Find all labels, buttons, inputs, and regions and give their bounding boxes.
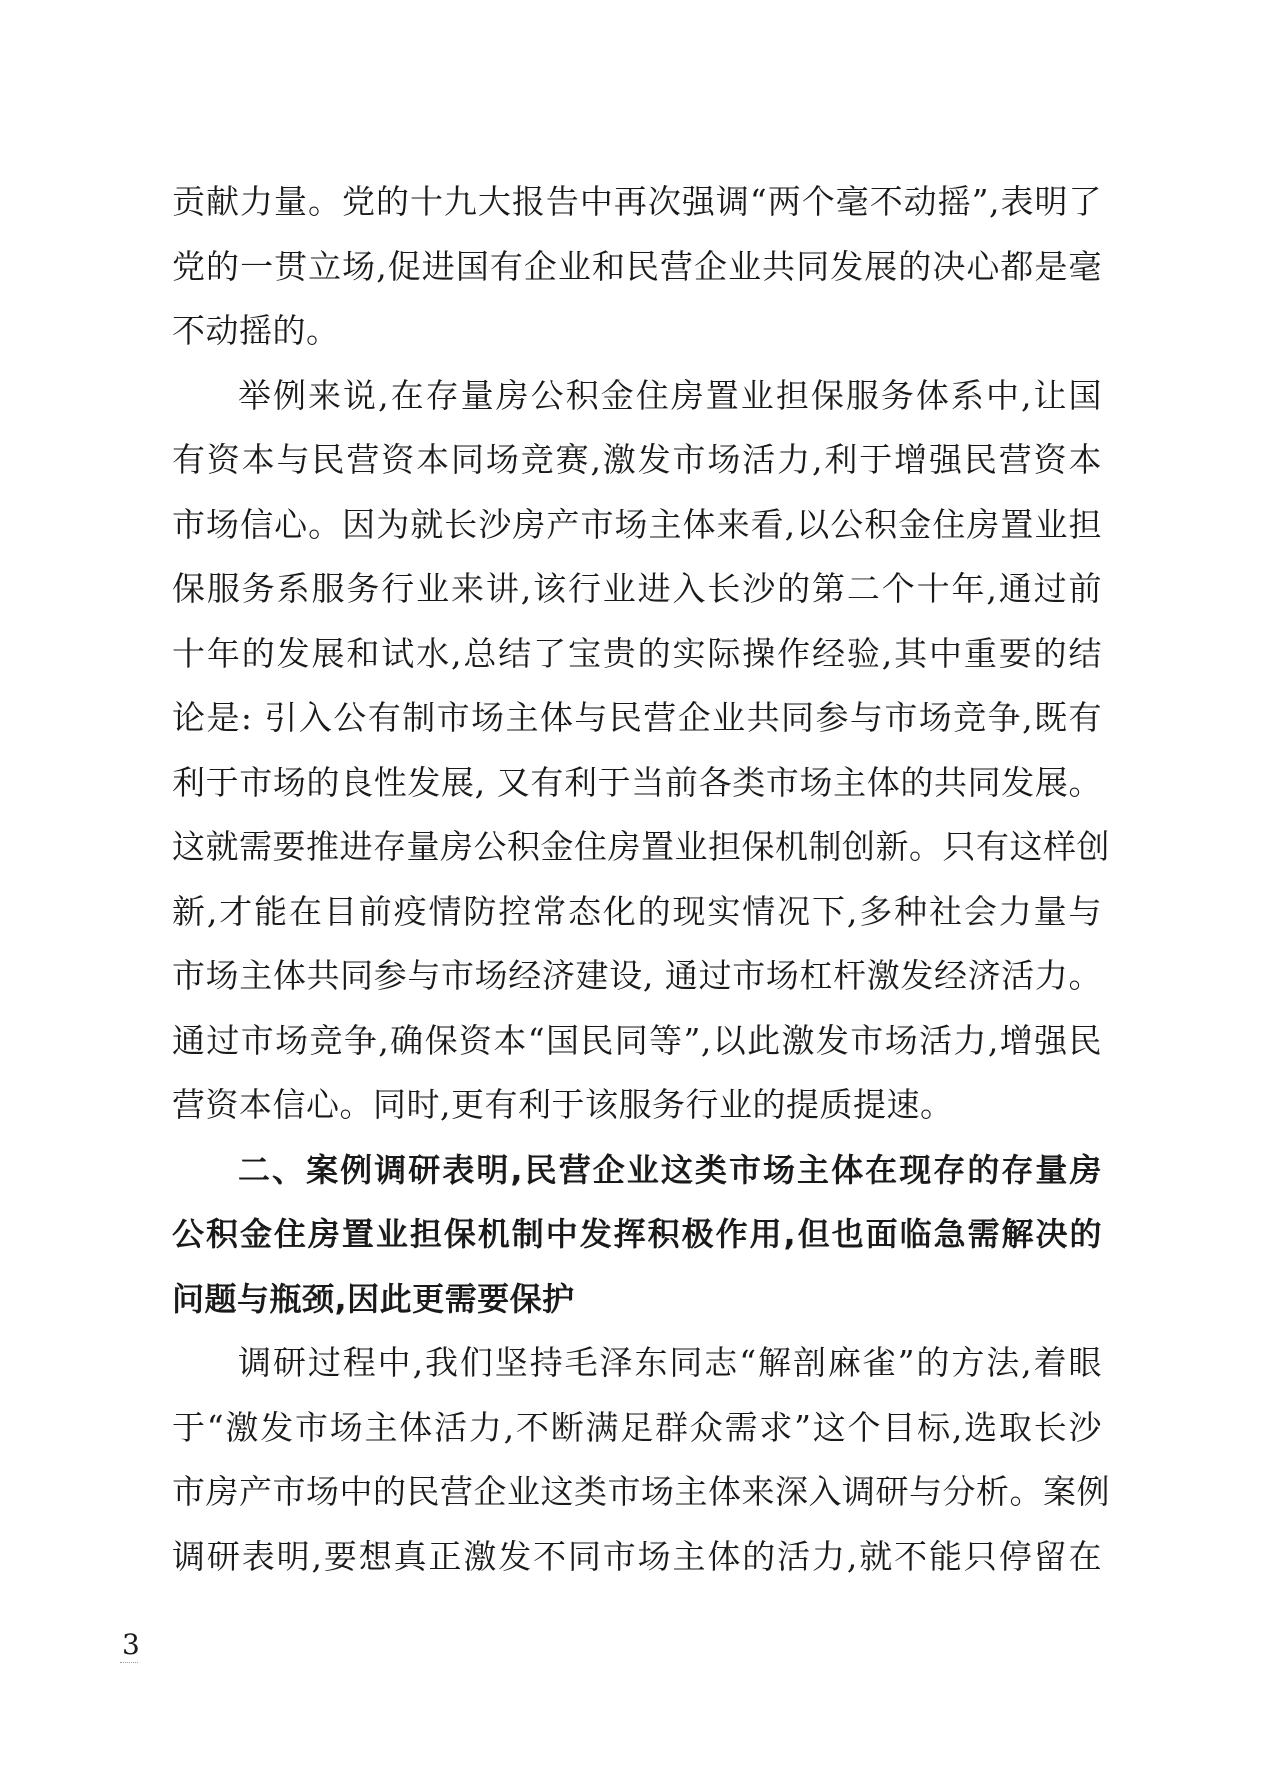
text-line: 调研过程中,我们坚持毛泽东同志“解剖麻雀”的方法,着眼 bbox=[238, 1343, 1102, 1382]
text-line: 利于市场的良性发展, 又有利于当前各类市场主体的共同发展。 bbox=[172, 762, 1102, 802]
text-line: 于“激发市场主体活力,不断满足群众需求”这个目标,选取长沙 bbox=[172, 1407, 1102, 1447]
text-line: 有资本与民营资本同场竞赛,激发市场活力,利于增强民营资本 bbox=[172, 440, 1102, 479]
text-line: 十年的发展和试水,总结了宝贵的实际操作经验,其中重要的结 bbox=[172, 633, 1102, 673]
text-line: 通过市场竞争,确保资本“国民同等”,以此激发市场活力,增强民 bbox=[172, 1020, 1102, 1060]
body-text bbox=[172, 170, 1110, 1589]
text-line: 营资本信心。同时,更有利于该服务行业的提质提速。 bbox=[172, 1085, 954, 1124]
section-heading-line: 问题与瓶颈,因此更需要保护 bbox=[172, 1279, 575, 1318]
text-line: 市场信心。因为就长沙房产市场主体来看,以公积金住房置业担 bbox=[172, 504, 1102, 544]
text-line: 调研表明,要想真正激发不同市场主体的活力,就不能只停留在 bbox=[172, 1536, 1102, 1576]
text-line: 这就需要推进存量房公积金住房置业担保机制创新。只有这样创 bbox=[172, 827, 1110, 866]
text-line: 新,才能在目前疫情防控常态化的现实情况下,多种社会力量与 bbox=[172, 891, 1102, 931]
section-heading-line: 二、案例调研表明,民营企业这类市场主体在现存的存量房 bbox=[238, 1150, 1102, 1189]
text-line: 论是: 引入公有制市场主体与民营企业共同参与市场竞争,既有 bbox=[172, 698, 1102, 737]
text-line: 市场主体共同参与市场经济建设, 通过市场杠杆激发经济活力。 bbox=[172, 956, 1102, 995]
page-number: 3 bbox=[122, 1628, 140, 1661]
page-number-rule bbox=[120, 1662, 138, 1663]
section-heading-line: 公积金住房置业担保机制中发挥积极作用,但也面临急需解决的 bbox=[172, 1215, 1102, 1253]
text-line: 党的一贯立场,促进国有企业和民营企业共同发展的决心都是毫 bbox=[172, 246, 1102, 286]
text-line: 保服务系服务行业来讲,该行业进入长沙的第二个十年,通过前 bbox=[172, 569, 1102, 608]
text-line: 市房产市场中的民营企业这类市场主体来深入调研与分析。案例 bbox=[172, 1472, 1110, 1511]
text-line: 贡献力量。党的十九大报告中再次强调“两个毫不动摇”,表明了 bbox=[172, 182, 1102, 221]
text-line: 举例来说,在存量房公积金住房置业担保服务体系中,让国 bbox=[238, 375, 1102, 415]
text-line: 不动摇的。 bbox=[172, 311, 340, 350]
